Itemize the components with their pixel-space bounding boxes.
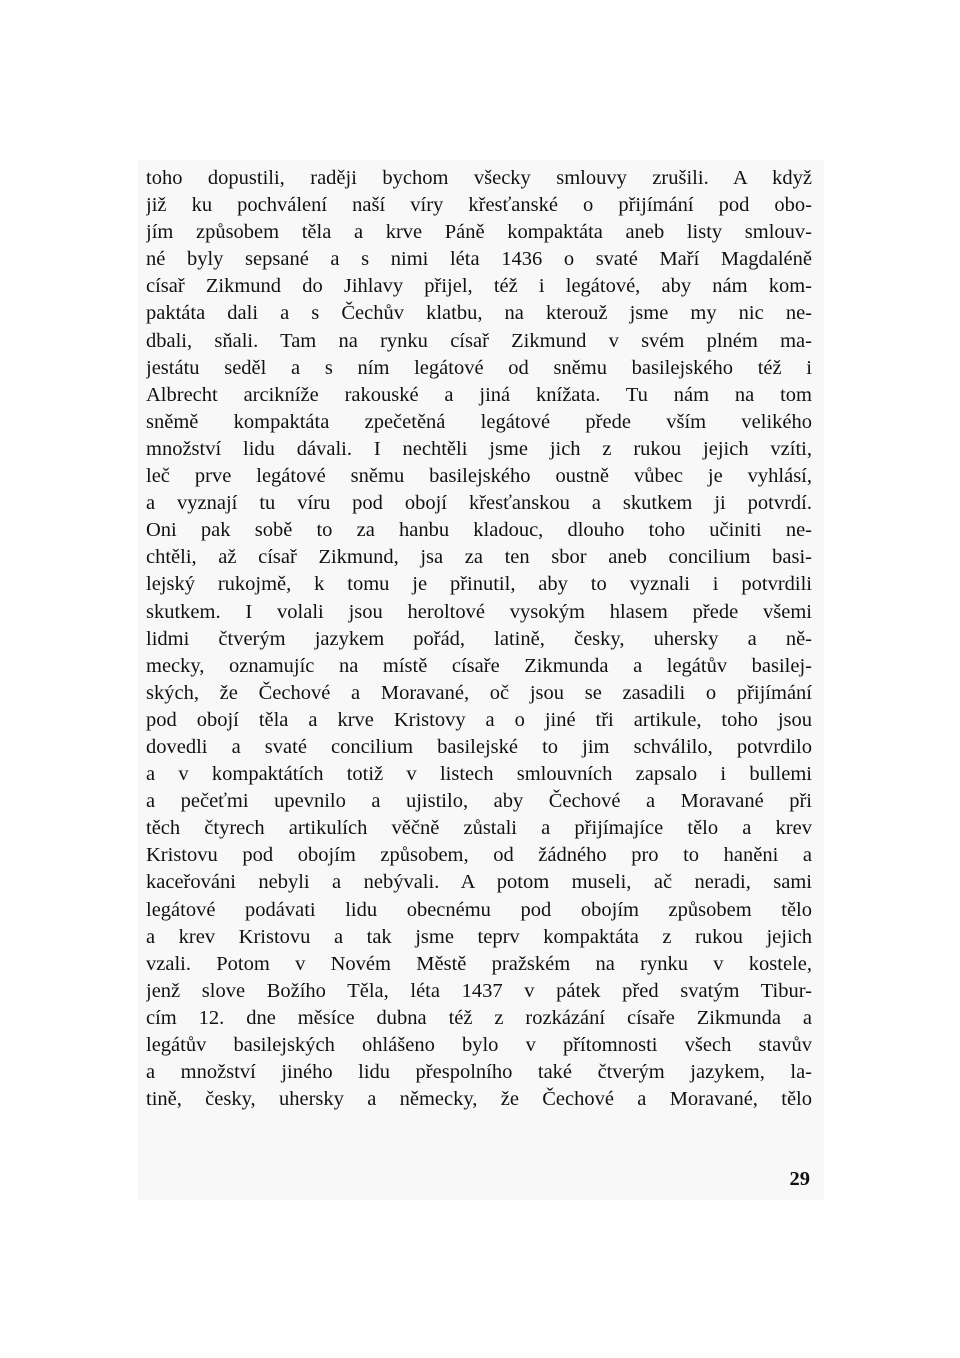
text-line: né byly sepsané a s nimi léta 1436 o svaté Maří Magdaléně [146, 248, 812, 271]
text-line: již ku pochválení naší víry křesťanské o přijímání pod obo- [146, 194, 812, 217]
text-line: jenž slove Božího Těla, léta 1437 v pátek před svatým Tibur- [146, 979, 812, 1002]
text-line: dbali, sňali. Tam na rynku císař Zikmund v svém plném ma- [146, 329, 812, 352]
text-line: lejský rukojmě, k tomu je přinutil, aby to vyznali i potvrdili [146, 573, 812, 596]
text-line: lidmi čtverým jazykem pořád, latině, česky, uhersky a ně- [146, 627, 812, 650]
text-line: jím způsobem těla a krve Páně kompaktáta aneb listy smlouv- [146, 221, 812, 244]
text-line: paktáta dali a s Čechův klatbu, na kterouž jsme my nic ne- [146, 302, 812, 325]
text-line: toho dopustili, raději bychom všecky smlouvy zrušili. A když [146, 167, 812, 189]
text-line: množství lidu dávali. I nechtěli jsme jich z rukou jejich vzíti, [146, 437, 812, 460]
text-line: pod obojí těla a krve Kristovy a o jiné tři artikule, toho jsou [146, 708, 812, 731]
text-line: sněmě kompaktáta zpečetěná legátové přede vším velikého [146, 410, 812, 433]
text-line: skutkem. I volali jsou heroltové vysokým hlasem přede všemi [146, 600, 812, 623]
text-line: Albrecht arcikníže rakouské a jiná knížata. Tu nám na tom [146, 383, 812, 406]
text-line: legátův basilejských ohlášeno bylo v přítomnosti všech stavův [146, 1034, 812, 1056]
text-line: Oni pak sobě to za hanbu kladouc, dlouho toho učiniti ne- [146, 519, 812, 542]
text-line: cím 12. dne měsíce dubna též z rozkázání císaře Zikmunda a [146, 1006, 812, 1029]
text-line: Kristovu pod obojím způsobem, od žádného pro to haněni a [146, 844, 812, 867]
text-line: vzali. Potom v Novém Městě pražském na rynku v kostele, [146, 952, 812, 975]
text-line: leč prve legátové sněmu basilejského oustně vůbec je vyhlásí, [146, 465, 812, 488]
text-line: ských, že Čechové a Moravané, oč jsou se zasadili o přijímání [146, 681, 812, 704]
text-line: a krev Kristovu a tak jsme teprv kompaktáta z rukou jejich [146, 925, 812, 948]
text-line: dovedli a svaté concilium basilejské to jim schválilo, potvrdilo [146, 735, 812, 758]
text-line: legátové podávati lidu obecnému pod obojím způsobem tělo [146, 898, 812, 921]
text-line: těch čtyrech artikulích věčně zůstali a přijímajíce tělo a krev [146, 817, 812, 840]
text-line: mecky, oznamujíc na místě císaře Zikmunda a legátův basilej- [146, 654, 812, 677]
text-line: a množství jiného lidu přespolního také čtverým jazykem, la- [146, 1061, 812, 1084]
text-line: tině, česky, uhersky a německy, že Čechové a Moravané, tělo [146, 1088, 812, 1111]
text-line: císař Zikmund do Jihlavy přijel, též i legátové, aby nám kom- [146, 275, 812, 298]
text-line: jestátu seděl a s ním legátové od sněmu basilejského též i [146, 356, 812, 379]
text-line: kaceřováni nebyli a nebývali. A potom museli, ač neradi, sami [146, 871, 812, 894]
text-line: a pečeťmi upevnilo a ujistilo, aby Čechové a Moravané při [146, 790, 812, 813]
body-text [146, 165, 812, 1113]
page-number: 29 [789, 1168, 810, 1190]
text-line: a vyznají tu víru pod obojí křesťanskou a skutkem ji potvrdí. [146, 492, 812, 515]
text-line: a v kompaktátích totiž v listech smlouvních zapsalo i bullemi [146, 763, 812, 786]
text-line: chtěli, až císař Zikmund, jsa za ten sbor aneb concilium basi- [146, 546, 812, 569]
